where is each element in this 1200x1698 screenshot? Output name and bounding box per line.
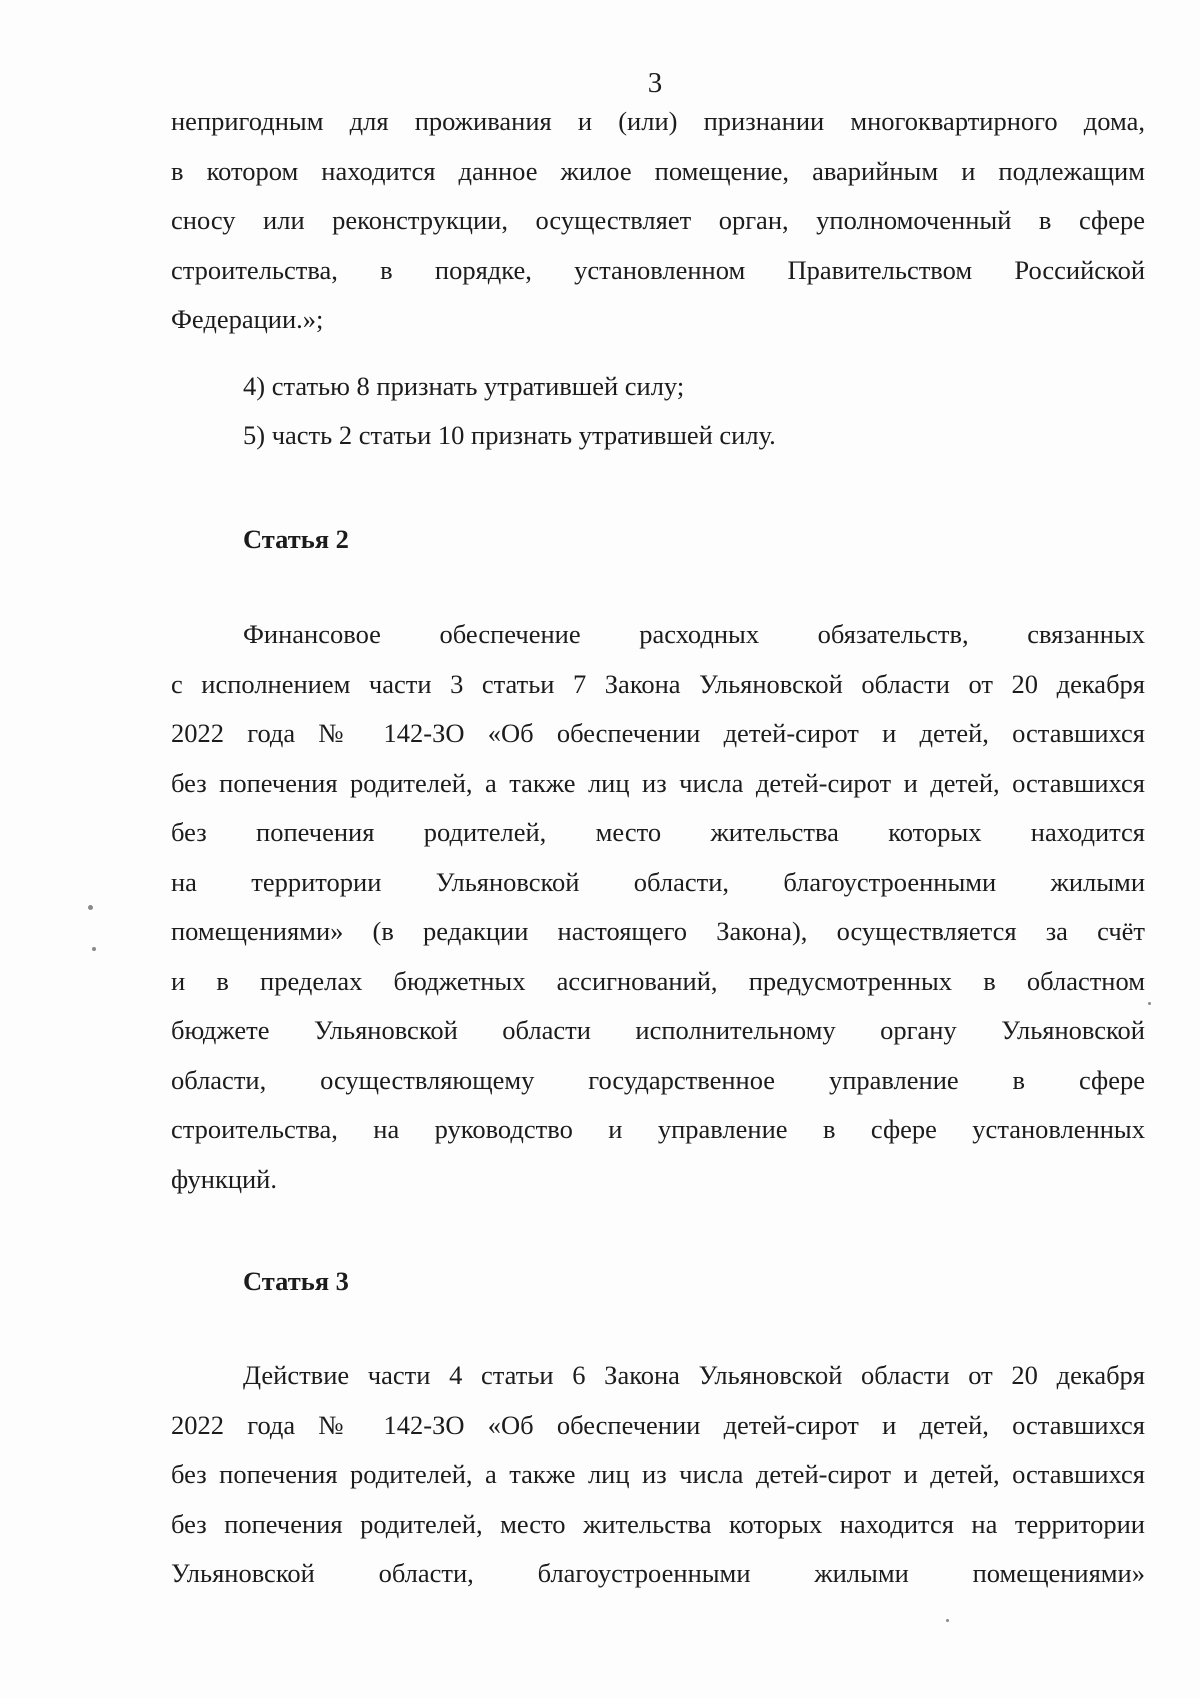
article-3-paragraph [171,1351,1145,1599]
text-line: сносу или реконструкции, осуществляет орган, уполномоченный в сфере [171,205,1145,235]
scan-speck [1148,1002,1151,1005]
text-line: Федерации.»; [171,304,324,334]
text-line: с исполнением части 3 статьи 7 Закона Ульяновской области от 20 декабря [171,668,1145,699]
scan-speck [946,1619,949,1622]
text-line: непригодным для проживания и (или) признании многоквартирного дома, [171,106,1145,136]
text-line: без попечения родителей, а также лиц из числа детей-сирот и детей, оставшихся [171,1459,1145,1489]
text-line: бюджете Ульяновской области исполнительному органу Ульяновской [171,1015,1145,1045]
text-line: без попечения родителей, место жительства которых находится на территории [171,1508,1145,1539]
text-line: в котором находится данное жилое помещение, аварийным и подлежащим [171,155,1145,186]
text-line: 2022 года № 142-ЗО «Об обеспечении детей-сирот и детей, оставшихся [171,1409,1145,1440]
text-line: строительства, на руководство и управление в сфере установленных [171,1114,1145,1144]
text-line: Ульяновской области, благоустроенными жилыми помещениями» [171,1558,1145,1588]
text-line: Действие части 4 статьи 6 Закона Ульяновской области от 20 декабря [243,1360,1145,1390]
scan-speck [92,947,96,951]
scan-speck [88,905,93,910]
text-line: без попечения родителей, а также лиц из числа детей-сирот и детей, оставшихся [171,767,1145,798]
text-line: и в пределах бюджетных ассигнований, предусмотренных в областном [171,965,1145,996]
list-item: 4) статью 8 признать утратившей силу; [243,371,685,401]
text-line: Финансовое обеспечение расходных обязательств, связанных [243,619,1145,649]
text-line: функций. [171,1163,277,1194]
article-2-heading: Статья 2 [243,524,349,554]
text-line: на территории Ульяновской области, благоустроенными жилыми [171,866,1145,897]
list-item: 5) часть 2 статьи 10 признать утратившей силу. [243,420,776,450]
text-line: строительства, в порядке, установленном Правительством Российской [171,254,1145,285]
text-line: помещениями» (в редакции настоящего Закона), осуществляется за счёт [171,916,1145,946]
intro-paragraph [171,97,1145,345]
text-line: без попечения родителей, место жительства которых находится [171,817,1145,847]
page-number: 3 [647,67,663,99]
text-line: 2022 года № 142-ЗО «Об обеспечении детей-сирот и детей, оставшихся [171,718,1145,748]
article-2-paragraph [171,610,1145,1204]
article-3-heading: Статья 3 [243,1266,349,1296]
text-line: области, осуществляющему государственное управление в сфере [171,1064,1145,1095]
